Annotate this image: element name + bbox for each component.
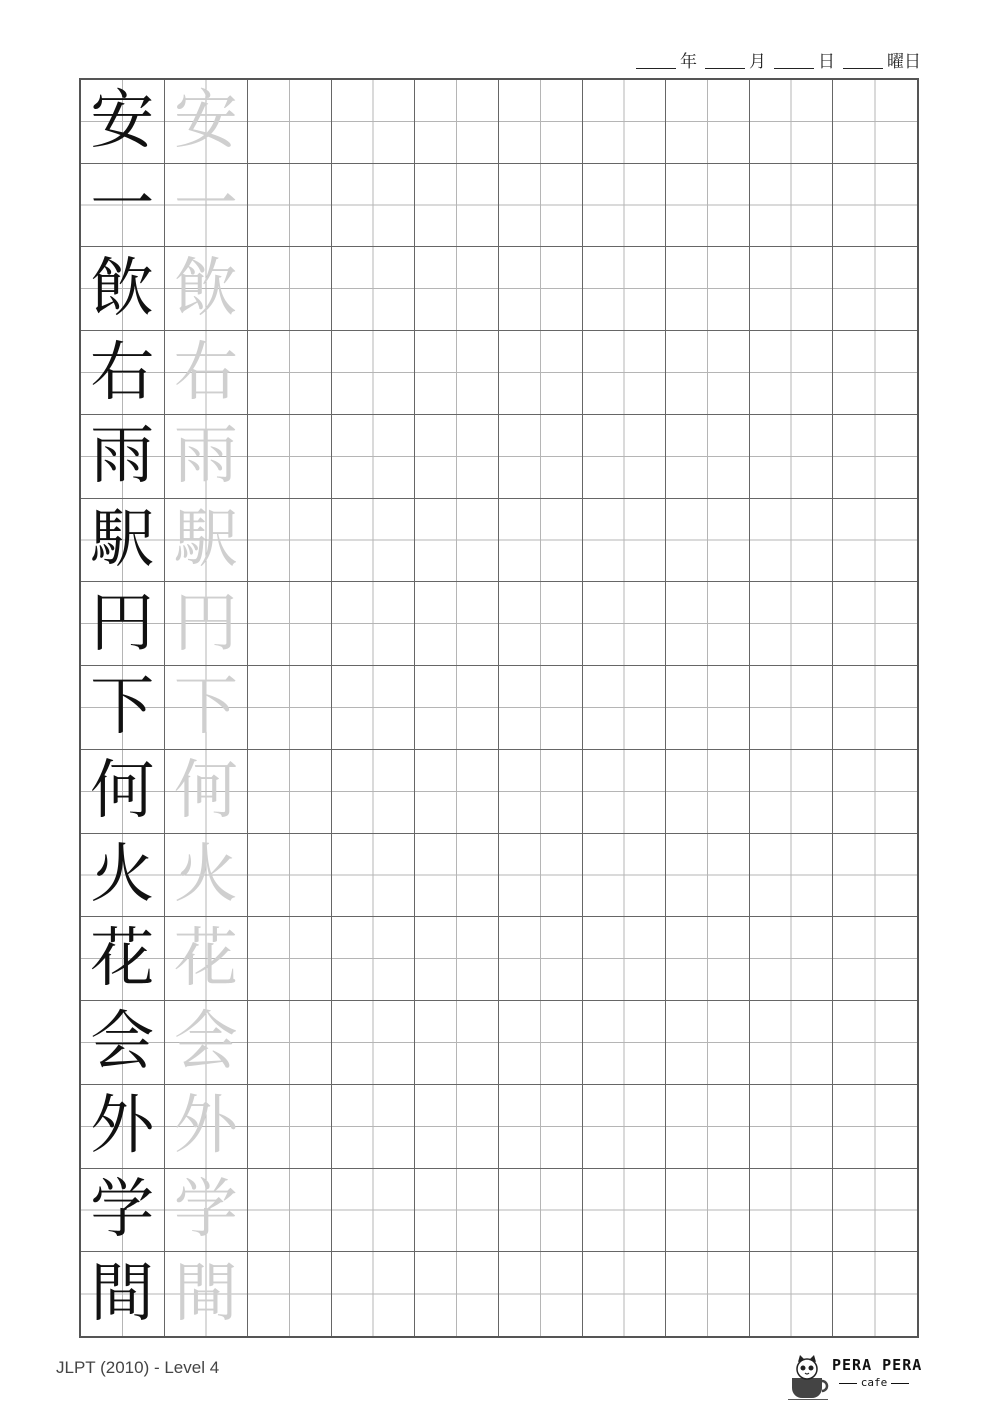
practice-cell[interactable] [332,582,416,666]
model-kanji: 駅 [90,503,155,578]
model-kanji-cell [81,247,165,331]
model-kanji-cell [81,499,165,583]
practice-cell[interactable] [666,1001,750,1085]
practice-cell[interactable] [248,1085,332,1169]
model-kanji-cell [81,834,165,918]
model-kanji-cell [81,1001,165,1085]
model-kanji: 会 [90,1005,155,1080]
practice-cell[interactable] [332,834,416,918]
practice-cell[interactable] [499,247,583,331]
weekday-blank[interactable] [843,68,883,69]
trace-kanji-cell [165,666,249,750]
practice-cell[interactable] [415,834,499,918]
practice-cell[interactable] [248,499,332,583]
practice-cell[interactable] [666,1169,750,1253]
model-kanji-cell [81,582,165,666]
practice-cell[interactable] [415,917,499,1001]
model-kanji: 一 [90,168,155,243]
practice-cell[interactable] [833,1001,917,1085]
practice-cell[interactable] [415,1169,499,1253]
model-kanji-cell [81,331,165,415]
practice-cell[interactable] [332,499,416,583]
jlpt-level-label: JLPT (2010) - Level 4 [56,1358,220,1377]
practice-cell[interactable] [415,582,499,666]
trace-kanji: 雨 [173,419,238,494]
pera-pera-cafe-logo [786,1352,923,1402]
practice-cell[interactable] [750,499,834,583]
practice-cell[interactable] [583,164,667,248]
month-label: 月 [749,52,766,72]
practice-cell[interactable] [583,750,667,834]
practice-cell[interactable] [750,834,834,918]
trace-kanji: 右 [173,335,238,410]
practice-cell[interactable] [666,1085,750,1169]
practice-cell[interactable] [833,750,917,834]
practice-cell[interactable] [499,80,583,164]
practice-cell[interactable] [833,499,917,583]
practice-cell[interactable] [499,1001,583,1085]
model-kanji-cell [81,164,165,248]
practice-cell[interactable] [750,415,834,499]
practice-cell[interactable] [833,1252,917,1336]
practice-cell[interactable] [583,1252,667,1336]
model-kanji-cell [81,1169,165,1253]
trace-kanji-cell [165,1169,249,1253]
practice-cell[interactable] [248,582,332,666]
trace-kanji-cell [165,80,249,164]
practice-cell[interactable] [499,917,583,1001]
practice-cell[interactable] [583,834,667,918]
day-label: 日 [818,52,835,72]
model-kanji-cell [81,1252,165,1336]
practice-cell[interactable] [583,80,667,164]
practice-cell[interactable] [332,1169,416,1253]
practice-cell[interactable] [415,164,499,248]
trace-kanji-cell [165,834,249,918]
practice-cell[interactable] [499,1085,583,1169]
model-kanji: 火 [90,837,155,912]
weekday-label: 曜日 [887,52,921,72]
trace-kanji-cell [165,750,249,834]
trace-kanji-cell [165,582,249,666]
practice-cell[interactable] [332,750,416,834]
trace-kanji: 何 [173,754,238,829]
practice-cell[interactable] [666,331,750,415]
model-kanji-cell [81,750,165,834]
practice-cell[interactable] [415,666,499,750]
practice-cell[interactable] [415,1085,499,1169]
practice-cell[interactable] [499,331,583,415]
practice-cell[interactable] [248,247,332,331]
practice-cell[interactable] [750,1085,834,1169]
practice-cell[interactable] [583,1085,667,1169]
practice-cell[interactable] [415,750,499,834]
practice-cell[interactable] [499,834,583,918]
practice-cell[interactable] [583,917,667,1001]
trace-kanji: 外 [173,1089,238,1164]
practice-cell[interactable] [666,582,750,666]
model-kanji: 飲 [90,251,155,326]
practice-cell[interactable] [415,1001,499,1085]
trace-kanji-cell [165,331,249,415]
practice-cell[interactable] [750,80,834,164]
practice-cell[interactable] [666,1252,750,1336]
day-blank[interactable] [774,68,814,69]
cat-in-cup-icon [786,1352,830,1400]
model-kanji: 右 [90,335,155,410]
practice-cell[interactable] [415,415,499,499]
model-kanji: 外 [90,1089,155,1164]
model-kanji: 間 [90,1257,155,1332]
trace-kanji-cell [165,499,249,583]
trace-kanji-cell [165,1001,249,1085]
practice-cell[interactable] [833,666,917,750]
practice-cell[interactable] [248,1001,332,1085]
model-kanji-cell [81,666,165,750]
model-kanji: 雨 [90,419,155,494]
month-blank[interactable] [705,68,745,69]
trace-kanji-cell [165,1085,249,1169]
trace-kanji: 一 [173,168,238,243]
practice-cell[interactable] [833,834,917,918]
practice-cell[interactable] [666,80,750,164]
practice-cell[interactable] [332,1085,416,1169]
brand-sub: cafe [832,1376,916,1389]
practice-cell[interactable] [750,666,834,750]
date-fill-line [636,50,921,72]
practice-cell[interactable] [499,1252,583,1336]
model-kanji-cell [81,917,165,1001]
model-kanji: 安 [90,84,155,159]
practice-cell[interactable] [666,415,750,499]
practice-cell[interactable] [332,917,416,1001]
model-kanji: 下 [90,670,155,745]
practice-cell[interactable] [332,1252,416,1336]
practice-cell[interactable] [332,666,416,750]
practice-cell[interactable] [833,80,917,164]
practice-cell[interactable] [248,834,332,918]
practice-grid [79,78,919,1338]
practice-cell[interactable] [499,415,583,499]
practice-cell[interactable] [666,247,750,331]
model-kanji: 円 [90,586,155,661]
practice-cell[interactable] [332,415,416,499]
practice-cell[interactable] [499,666,583,750]
model-kanji: 花 [90,921,155,996]
trace-kanji: 間 [173,1257,238,1332]
trace-kanji: 飲 [173,251,238,326]
practice-cell[interactable] [750,247,834,331]
practice-cell[interactable] [750,917,834,1001]
practice-cell[interactable] [583,331,667,415]
practice-cell[interactable] [499,750,583,834]
practice-cell[interactable] [499,1169,583,1253]
practice-cell[interactable] [750,750,834,834]
trace-kanji-cell [165,247,249,331]
practice-cell[interactable] [833,331,917,415]
trace-kanji: 火 [173,837,238,912]
practice-cell[interactable] [666,750,750,834]
practice-cell[interactable] [750,164,834,248]
practice-cell[interactable] [499,164,583,248]
model-kanji-cell [81,80,165,164]
model-kanji-cell [81,1085,165,1169]
practice-cell[interactable] [415,499,499,583]
practice-cell[interactable] [248,750,332,834]
year-blank[interactable] [636,68,676,69]
model-kanji-cell [81,415,165,499]
model-kanji: 学 [90,1172,155,1247]
practice-cell[interactable] [833,164,917,248]
trace-kanji-cell [165,1252,249,1336]
practice-cell[interactable] [833,1169,917,1253]
practice-cell[interactable] [415,247,499,331]
practice-cell[interactable] [248,917,332,1001]
practice-cell[interactable] [415,80,499,164]
practice-cell[interactable] [583,247,667,331]
practice-cell[interactable] [332,164,416,248]
practice-cell[interactable] [415,1252,499,1336]
practice-cell[interactable] [833,917,917,1001]
practice-cell[interactable] [666,834,750,918]
trace-kanji-cell [165,415,249,499]
practice-cell[interactable] [583,1001,667,1085]
trace-kanji: 花 [173,921,238,996]
trace-kanji-cell [165,917,249,1001]
practice-cell[interactable] [248,1252,332,1336]
practice-cell[interactable] [750,1252,834,1336]
practice-cell[interactable] [750,1169,834,1253]
practice-cell[interactable] [248,331,332,415]
practice-cell[interactable] [499,582,583,666]
practice-cell[interactable] [833,415,917,499]
practice-cell[interactable] [583,582,667,666]
practice-cell[interactable] [833,582,917,666]
practice-cell[interactable] [248,164,332,248]
practice-cell[interactable] [248,666,332,750]
practice-cell[interactable] [332,331,416,415]
practice-cell[interactable] [248,1169,332,1253]
practice-cell[interactable] [750,1001,834,1085]
practice-cell[interactable] [666,499,750,583]
practice-cell[interactable] [248,80,332,164]
practice-cell[interactable] [666,917,750,1001]
model-kanji: 何 [90,754,155,829]
practice-cell[interactable] [833,247,917,331]
practice-cell[interactable] [332,1001,416,1085]
practice-cell[interactable] [332,247,416,331]
practice-cell[interactable] [499,499,583,583]
trace-kanji-cell [165,164,249,248]
practice-cell[interactable] [583,666,667,750]
practice-cell[interactable] [750,582,834,666]
trace-kanji: 安 [173,84,238,159]
practice-cell[interactable] [415,331,499,415]
brand-name: PERA PERA [832,1356,923,1374]
trace-kanji: 下 [173,670,238,745]
trace-kanji: 会 [173,1005,238,1080]
trace-kanji: 学 [173,1172,238,1247]
practice-cell[interactable] [666,666,750,750]
practice-cell[interactable] [750,331,834,415]
practice-cell[interactable] [583,1169,667,1253]
practice-cell[interactable] [583,499,667,583]
practice-cell[interactable] [583,415,667,499]
practice-cell[interactable] [332,80,416,164]
trace-kanji: 駅 [173,503,238,578]
practice-cell[interactable] [833,1085,917,1169]
trace-kanji: 円 [173,586,238,661]
year-label: 年 [680,52,697,72]
practice-cell[interactable] [666,164,750,248]
practice-cell[interactable] [248,415,332,499]
